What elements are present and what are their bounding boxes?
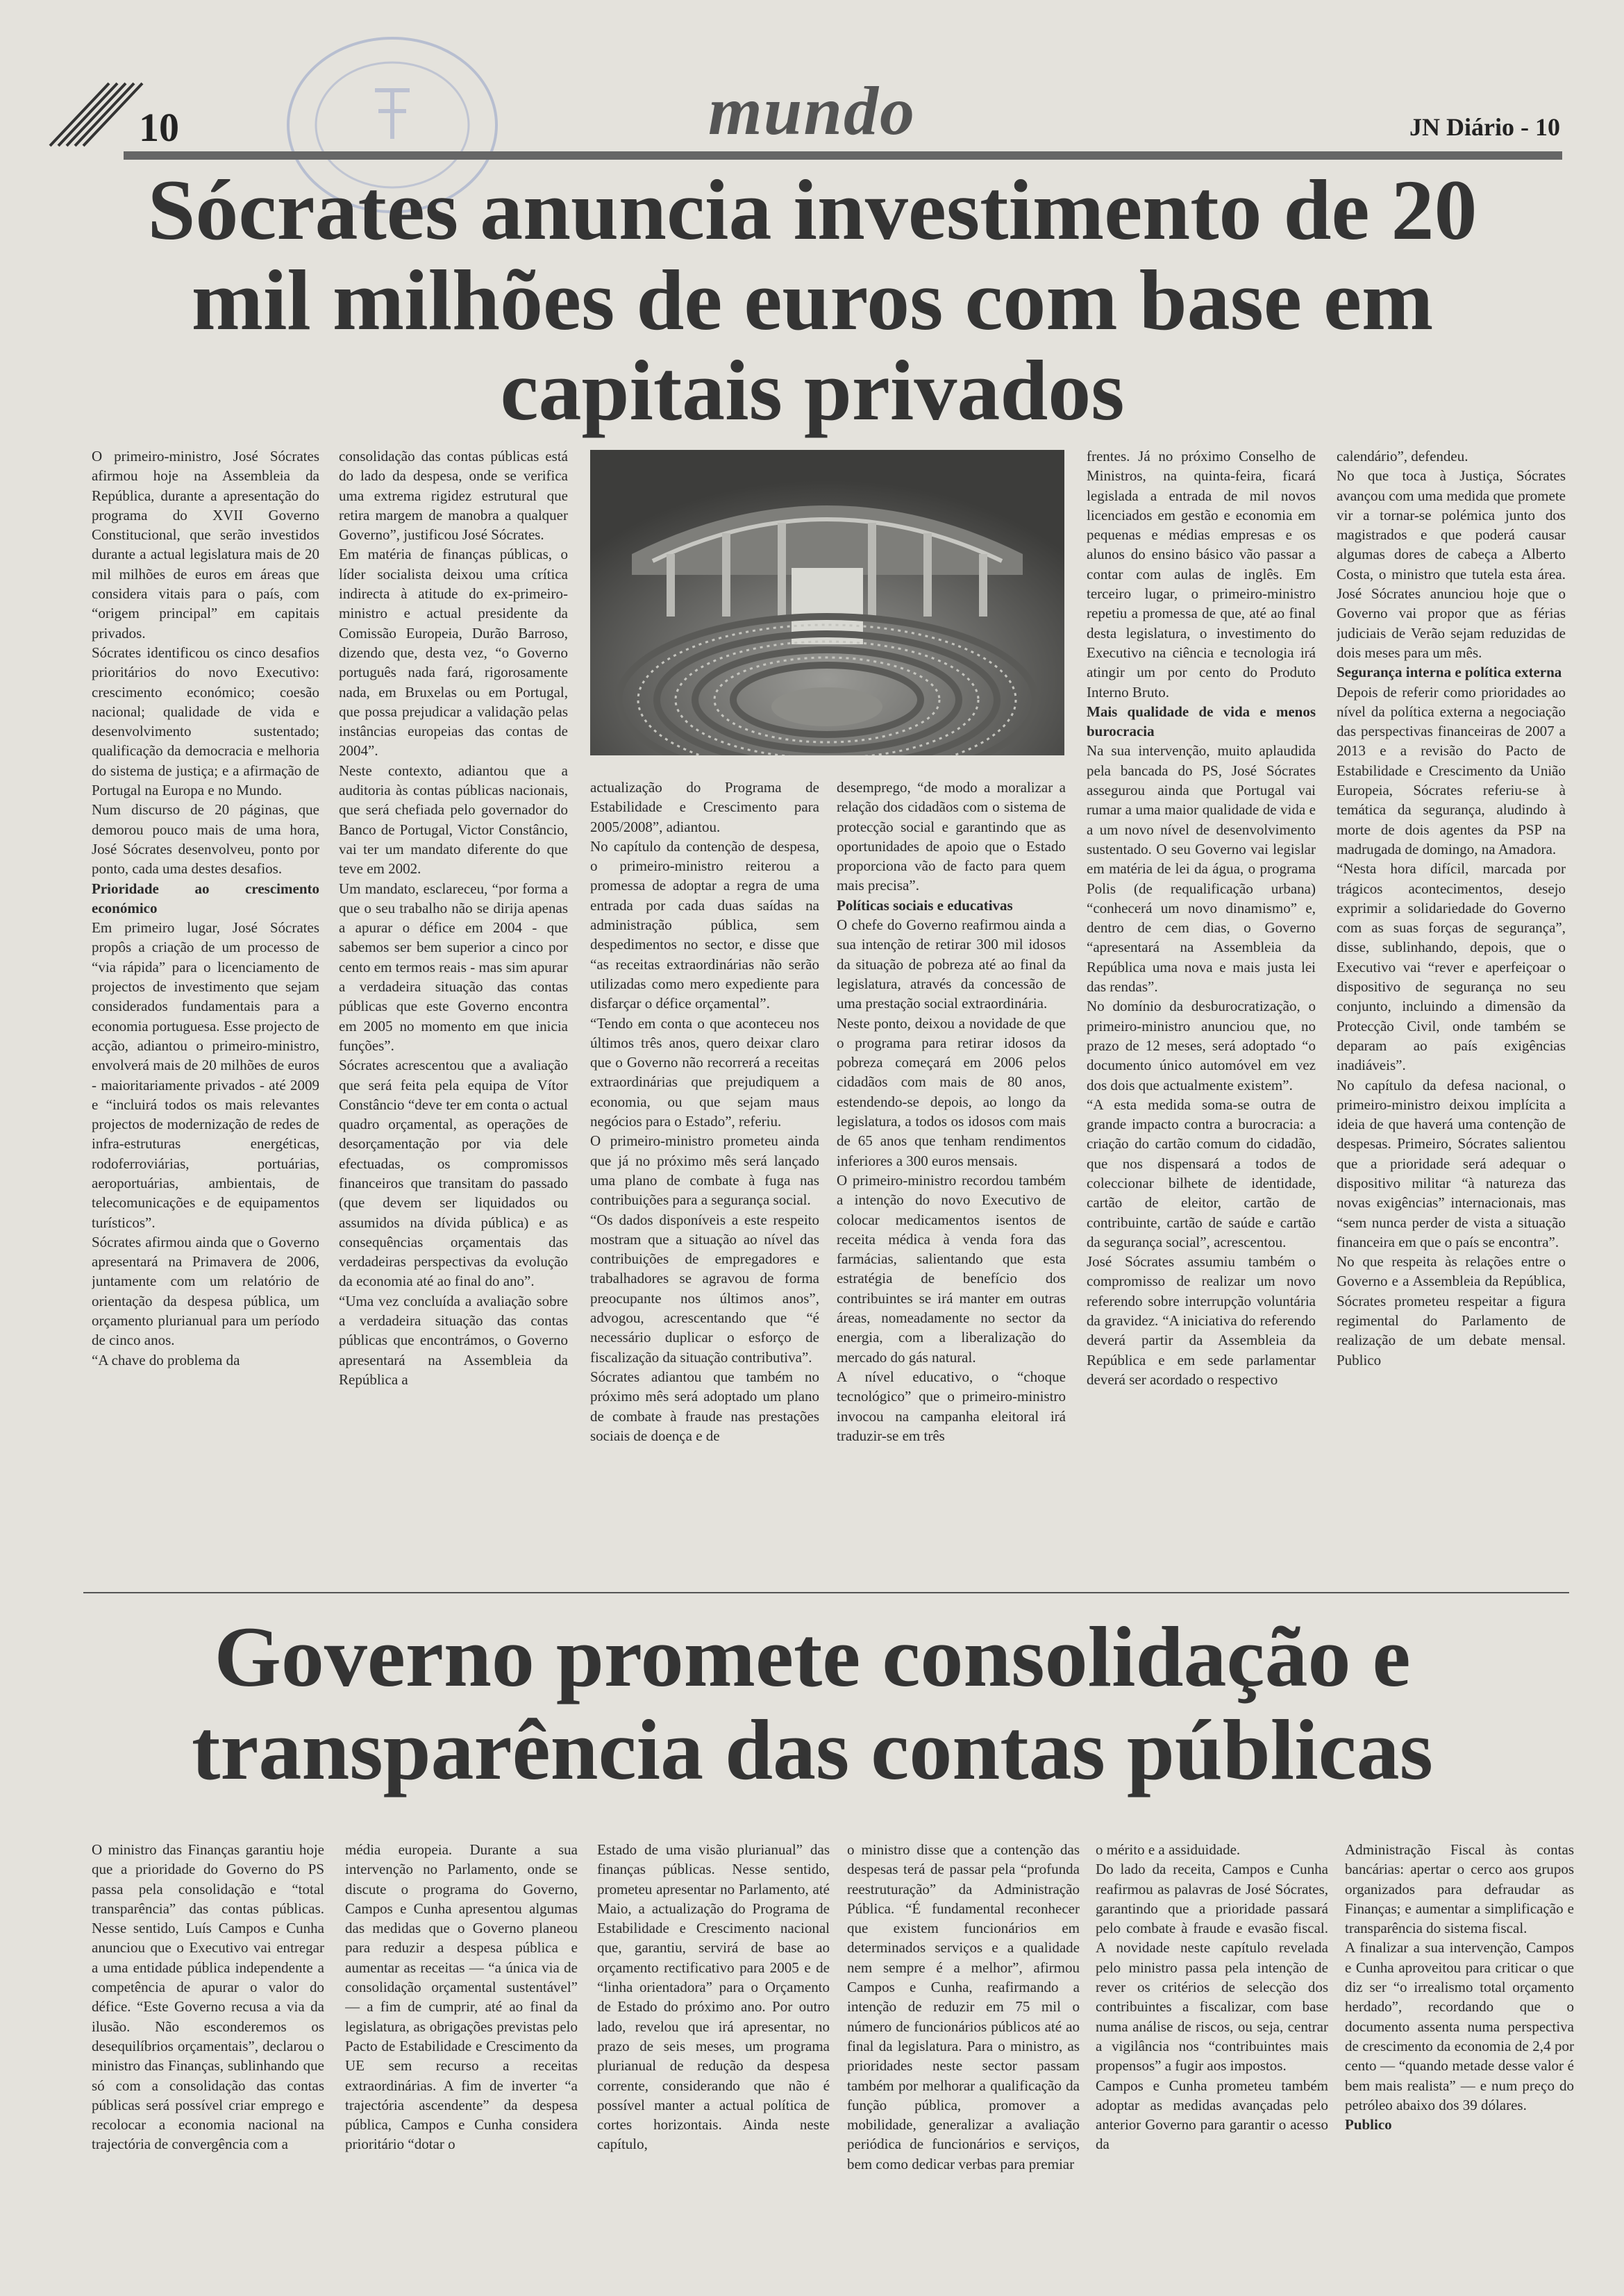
article1-column-6 [1337,446,1566,1592]
paragraph: Neste contexto, adiantou que a auditoria às contas públicas nacionais, que será chefiada pelo governador do Banco de Portugal, Victor Constâncio, vai ter um mandato diferente do que teve em 2002. [339,762,568,878]
paragraph: Um mandato, esclareceu, “por forma a que o seu trabalho não se dirija apenas a apurar o défice em 2004 - que sabemos ser bem superior a cinco por cento em termos reais - mas sim apurar a verdadeira situação das contas públicas que este Governo encontra em 2005 no momento em que inicia funções”. [339,880,568,1054]
headline-line: Governo promete consolidação e [214,1609,1411,1704]
paragraph: consolidação das contas públicas está do lado da despesa, onde se verifica uma extrema rigidez estrutural que retira margem de manobra a qualquer Governo”, justificou José Sócrates. [339,448,568,544]
article-divider [83,1592,1569,1593]
article2-column-6 [1345,1840,1574,2229]
paragraph: Campos e Cunha prometeu também adoptar as medidas avançadas pelo anterior Governo para garantir o acesso da [1096,2077,1328,2153]
paragraph: Administração Fiscal às contas bancárias: apertar o cerco aos grupos organizados para defraudar as Finanças; e aumentar a simplificação e transparência do sistema fiscal. [1345,1841,1574,1937]
paragraph: “Tendo em conta o que aconteceu nos últimos três anos, quero deixar claro que o Governo não recorrerá a receitas extraordinárias que prejudiquem a economia, ou que sejam maus negócios para o Estado”, referiu. [590,1014,819,1130]
parliament-photo [590,450,1064,755]
paragraph: No capítulo da contenção de despesa, o primeiro-ministro reiterou a promessa de adoptar a regra de uma entrada por cada duas saídas na administração pública, sem despedimentos no sector, e disse que “as receitas extraordinárias não serão utilizadas como mero expediente para disfarçar o défice orçamental”. [590,837,819,1012]
paragraph: actualização do Programa de Estabilidade e Crescimento para 2005/2008”, adiantou. [590,779,819,835]
paragraph: o ministro disse que a contenção das despesas terá de passar pela “profunda reestruturação” da Administração Pública. “É fundamental reconhecer que existem funcionários em determinados serviços e a qualidade nem sempre é a melhor”, afirmou Campos e Cunha, reafirmando a intenção de reduzir em 75 mil o número de funcionários públicos até ao final da legislatura. Para o ministro, as prioridades neste sector passam também por melhorar a qualificação da função pública, promover a mobilidade, generalizar a avaliação periódica de funcionários e serviços, bem como dedicar verbas para premiar [847,1841,1080,2172]
paragraph: O primeiro-ministro, José Sócrates afirmou hoje na Assembleia da República, durante a apresentação do programa do XVII Governo Constitucional, que serão investidos durante a actual legislatura mais de 20 mil milhões de euros em áreas que considera vitais para o país, com “origem principal” em capitais privados. [92,448,319,642]
paragraph: Em primeiro lugar, José Sócrates propôs a criação de um processo de “via rápida” para o licenciamento de projectos de investimento que sejam considerados fundamentais para a economia portuguesa. Esse projecto de acção, adiantou o primeiro-ministro, envolverá mais de 20 milhões de euros - maioritariamente privados - até 2009 e “incluirá todos os mais relevantes projectos de modernização de redes de infra-estruturas energéticas, rodoferroviárias, portuárias, aeroportuárias, ambientais, de telecomunicações e de equipamentos turísticos”. [92,919,319,1231]
header-rule [124,151,1562,160]
headline-line: mil milhões de euros com base em [191,253,1434,348]
paragraph: Sócrates adiantou que também no próximo mês será adoptado um plano de combate à fraude nas prestações sociais de doença e de [590,1368,819,1444]
paragraph: “A chave do problema da [92,1351,240,1368]
article1-headline [62,162,1562,438]
paragraph: A nível educativo, o “choque tecnológico” que o primeiro-ministro invocou na campanha eleitoral irá traduzir-se em três [837,1368,1066,1444]
paragraph: Sócrates identificou os cinco desafios prioritários do novo Executivo: crescimento económico; coesão nacional; qualidade de vida e desenvolvimento sustentado; qualificação da democracia e melhoria do sistema de justiça; e a afirmação de Portugal na Europa e no Mundo. [92,644,319,799]
article1-column-3 [590,778,819,1592]
paragraph: No domínio da desburocratização, o primeiro-ministro anunciou que, no prazo de 12 meses, será adoptado “o documento único automóvel em vez dos dois que actualmente existem”. [1087,998,1316,1093]
paragraph: Do lado da receita, Campos e Cunha reafirmou as palavras de José Sócrates, garantindo que a prioridade passará pelo combate à fraude e evasão fiscal. A novidade neste capítulo revelada pelo ministro passa pela intenção de rever os critérios de selecção dos contribuintes a fiscalizar, com base numa análise de riscos, ou seja, centrar a vigilância nos “contribuintes mais propensos” a fugir aos impostos. [1096,1861,1328,2075]
paragraph: Estado de uma visão plurianual” das finanças públicas. Nesse sentido, prometeu apresentar no Parlamento, até Maio, a actualização do Programa de Estabilidade e Crescimento nacional que, garantiu, servirá de base ao orçamento rectificativo para 2005 e de “linha orientadora” para o Orçamento de Estado do próximo ano. Por outro lado, revelou que irá apresentar, no prazo de seis meses, um programa plurianual de redução da despesa corrente, considerando que não é possível manter a actual política de cortes horizontais. Ainda neste capítulo, [597,1841,830,2153]
headline-line: transparência das contas públicas [192,1702,1433,1798]
paragraph: média europeia. Durante a sua intervenção no Parlamento, onde se discute o programa do Governo, Campos e Cunha apresentou algumas das medidas que o Governo planeou para reduzir a despesa pública e aumentar as receitas — “a única via de consolidação orçamental sustentável” — a fim de cumprir, até ao final da legislatura, as obrigações previstas pelo Pacto de Estabilidade e Crescimento da UE sem recurso a receitas extraordinárias. A fim de inverter “a trajectória ascendente” da despesa pública, Campos e Cunha considera prioritário “dotar o [345,1841,578,2153]
paragraph: Em matéria de finanças públicas, o líder socialista deixou uma crítica indirecta à atitude do ex-primeiro-ministro e actual presidente da Comissão Europeia, Durão Barroso, dizendo que, desta vez, “o Governo português nada fará, rigorosamente nada, em Bruxelas ou em Portugal, que possa prejudicar a validação pelas instâncias europeias das contas de 2004”. [339,546,568,760]
paragraph: Neste ponto, deixou a novidade de que o programa para retirar idosos da pobreza começará em 2006 pelos cidadãos com mais de 80 anos, estendendo-se depois, ao longo da legislatura, a todos os idosos com mais de 65 anos que tenham rendimentos inferiores a 300 euros mensais. [837,1014,1066,1169]
paragraph: “Uma vez concluída a avaliação sobre a verdadeira situação das contas públicas que encontrámos, o Governo apresentará na Assembleia da República a [339,1292,568,1388]
paragraph: O chefe do Governo reafirmou ainda a sua intenção de retirar 300 mil idosos da situação de pobreza até ao final da legislatura, através da concessão de uma prestação social extraordinária. [837,916,1066,1012]
paragraph: O ministro das Finanças garantiu hoje que a prioridade do Governo do PS passa pela consolidação e “total transparência” das contas públicas. Nesse sentido, Luís Campos e Cunha anunciou que o Executivo vai entregar a uma entidade pública independente a competência de apurar o valor do défice. “Este Governo recusa a via da ilusão. Não esconderemos os desequilíbrios orçamentais”, declarou o ministro das Finanças, sublinhando que só com a consolidação das contas públicas será possível criar emprego e recolocar a economia nacional na trajectória de convergência com a [92,1841,324,2153]
article1-column-1 [92,446,319,1592]
paragraph: Na sua intervenção, muito aplaudida pela bancada do PS, José Sócrates assegurou ainda que Portugal vai rumar a uma maior qualidade de vida e a um novo nível de desenvolvimento sustentado. O seu Governo vai legislar em matéria de lei da água, o programa Polis (de requalificação urbana) “conhecerá um novo dinamismo” e, dentro de cem dias, o Governo “apresentará na Assembleia da República uma nova e mais justa lei das rendas”. [1087,742,1316,996]
article1-column-2 [339,446,568,1592]
subheading: Mais qualidade de vida e menos burocracia [1087,703,1316,740]
article2-column-5 [1096,1840,1328,2229]
paragraph: Depois de referir como prioridades ao nível da política externa a negociação das perspectivas financeiras de 2007 a 2013 e a revisão do Pacto de Estabilidade e Crescimento da União Europeia, Sócrates referiu-se à temática da segurança, aludindo à morte de dois agentes da PSP na madrugada de domingo, na Amadora. [1337,683,1566,857]
paragraph: frentes. Já no próximo Conselho de Ministros, na quinta-feira, ficará legislada a entrada de mil novos licenciados em gestão e economia em pequenas e médias empresas e os alunos do ensino básico vão passar a contar com aulas de inglês. Em terceiro lugar, o primeiro-ministro repetiu a promessa de que, até ao final desta legislatura, o investimento do Executivo na ciência e tecnologia irá atingir um por cento do Produto Interno Bruto. [1087,448,1316,701]
headline-line: capitais privados [500,343,1125,438]
headline-line: Sócrates anuncia investimento de 20 [147,162,1477,258]
paragraph: O primeiro-ministro recordou também a intenção do novo Executivo de colocar medicamentos isentos de receita médica à venda fora das farmácias, salientando que esta estratégia de benefício dos contribuintes se irá manter em outras áreas, nomeadamente no sector da energia, com a liberalização do mercado do gás natural. [837,1171,1066,1366]
paragraph: “Os dados disponíveis a este respeito mostram que a situação ao nível das contribuições de empregadores e trabalhadores se agravou de forma preocupante nos últimos anos”, advogou, acrescentando que “é necessário duplicar o esforço de fiscalização da situação contributiva”. [590,1211,819,1366]
article2-column-3 [597,1840,830,2229]
paragraph: O primeiro-ministro prometeu ainda que já no próximo mês será lançado uma plano de combate à fuga nas contribuições para a segurança social. [590,1132,819,1209]
article2-column-2 [345,1840,578,2229]
section-title: mundo [708,72,916,149]
paragraph: No que toca à Justiça, Sócrates avançou com uma medida que promete vir a tornar-se polémica junto dos magistrados e que poderá causar algumas dores de cabeça a Alberto Costa, o ministro que tutela esta área. José Sócrates anunciou hoje que o Governo vai propor que as férias judiciais de Verão sejam reduzidas de dois meses para um mês. [1337,467,1566,661]
paragraph: “Nesta hora difícil, marcada por trágicos acontecimentos, desejo exprimir a solidariedade do Governo com as suas forças de segurança”, disse, sublinhando, depois, que o Executivo vai “rever e aperfeiçoar o dispositivo de segurança no seu conjunto, incluindo a dimensão da Protecção Civil, onde também se deparam ao país exigências inadiáveis”. [1337,860,1566,1074]
article2-headline [62,1611,1562,1797]
subheading: Segurança interna e política externa [1337,664,1562,681]
subheading: Políticas sociais e educativas [837,896,1013,914]
paragraph: Sócrates acrescentou que a avaliação que será feita pela equipa de Vítor Constâncio “deve ter em conta o actual quadro orçamental, as operações de desorçamentação por via dele efectuadas, os compromissos financeiros que transitam do passado (que devem ser liquidados ou assumidos na dívida pública) e as consequências orçamentais das verdadeiras perspectivas da evolução da economia até ao final do ano”. [339,1057,568,1290]
paragraph: calendário”, defendeu. [1337,448,1468,464]
paragraph: No que respeita às relações entre o Governo e a Assembleia da República, Sócrates prometeu respeitar a figura regimental do Parlamento de realização de um debate mensal. Publico [1337,1253,1566,1368]
subheading: Prioridade ao crescimento económico [92,880,319,916]
paragraph: Sócrates afirmou ainda que o Governo apresentará na Primavera de 2006, juntamente com um relatório de orientação da despesa pública, um orçamento plurianual para um período de cinco anos. [92,1233,319,1349]
paragraph: “A esta medida soma-se outra de grande impacto contra a burocracia: a criação do cartão comum do cidadão, que nos dispensará a todos de coleccionar bilhete de identidade, cartão de eleitor, cartão de contribuinte, cartão de saúde e cartão da segurança social”, acrescentou. [1087,1096,1316,1250]
paragraph: Num discurso de 20 páginas, que demorou pouco mais de uma hora, José Sócrates desenvolveu, ponto por ponto, cada uma destes desafios. [92,801,319,878]
paragraph: o mérito e a assiduidade. [1096,1841,1241,1858]
article2-column-4 [847,1840,1080,2229]
paragraph: José Sócrates assumiu também o compromisso de realizar um novo referendo sobre interrupção voluntária da gravidez. “A iniciativa do referendo deverá partir da Assembleia da República e em sede parlamentar deverá ser acordado o respectivo [1087,1253,1316,1388]
article1-column-4 [837,778,1066,1592]
page-runner: JN Diário - 10 [1409,113,1560,141]
paragraph: No capítulo da defesa nacional, o primeiro-ministro deixou implícita a ideia de que haverá uma contenção de despesas. Primeiro, Sócrates salientou que a prioridade será adequar o dispositivo militar “à natureza das novas exigências” internacionais, mas “sem nunca perder de vista a situação financeira em que o país se encontra”. [1337,1076,1566,1250]
article1-column-5 [1087,446,1316,1592]
byline: Publico [1345,2116,1392,2134]
paragraph: A finalizar a sua intervenção, Campos e Cunha aproveitou para criticar o que diz ser “o irrealismo total orçamento herdado”, recordando que o documento assenta numa perspectiva de crescimento da economia de 2,4 por cento — “quando metade desse valor é bem mais realista” — e num preço do petróleo abaixo dos 39 dólares. [1345,1939,1574,2113]
article2-column-1 [92,1840,324,2229]
paragraph: desemprego, “de modo a moralizar a relação dos cidadãos com o sistema de protecção social e garantindo que as oportunidades de apoio que o Estado proporciona vão de facto para quem mais precisa”. [837,779,1066,894]
page-number: 10 [139,105,179,150]
